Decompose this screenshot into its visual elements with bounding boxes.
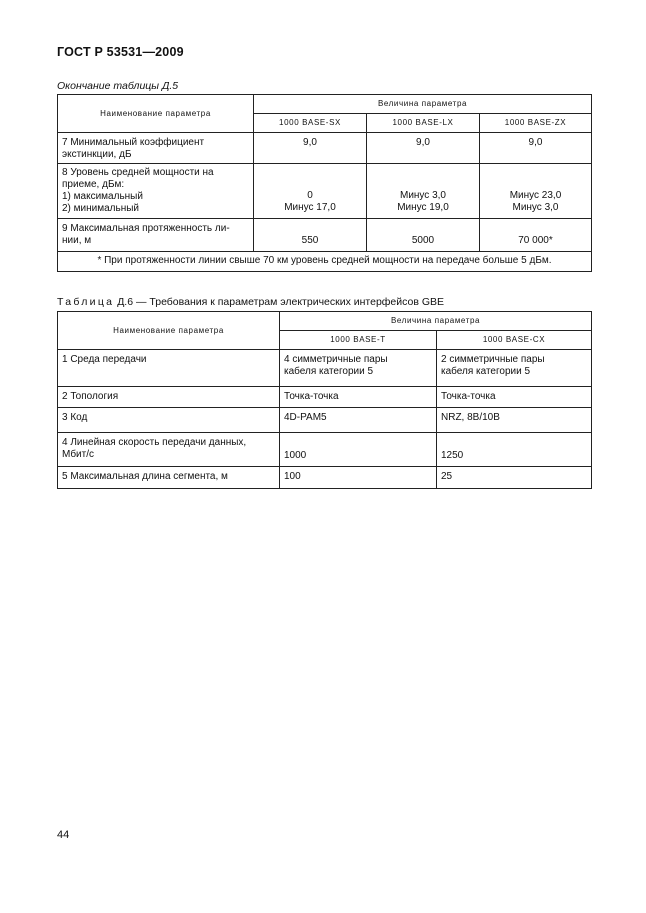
row-label: 7 Минимальный коэффициент экстинкции, дБ bbox=[58, 133, 254, 164]
row-label: 5 Максимальная длина сегмента, м bbox=[58, 467, 280, 489]
cell-value: 1000 bbox=[280, 433, 437, 467]
param-header: Наименование параметра bbox=[58, 95, 254, 133]
value-header: Величина параметра bbox=[254, 95, 592, 114]
table-row bbox=[58, 433, 592, 467]
cell-value: Минус 23,0 Минус 3,0 bbox=[480, 164, 592, 219]
cell-value: Точка-точка bbox=[437, 387, 592, 408]
table-row bbox=[58, 408, 592, 433]
cell-value: 2 симметричные пары кабеля категории 5 bbox=[437, 350, 592, 387]
cell-value: NRZ, 8B/10B bbox=[437, 408, 592, 433]
cell-value: 5000 bbox=[367, 219, 480, 252]
table-row bbox=[58, 350, 592, 387]
row-label: 2 Топология bbox=[58, 387, 280, 408]
cell-value: Точка-точка bbox=[280, 387, 437, 408]
row-label: 1 Среда передачи bbox=[58, 350, 280, 387]
cell-value: 4D-PAM5 bbox=[280, 408, 437, 433]
row-label: 9 Максимальная протяженность ли- нии, м bbox=[58, 219, 254, 252]
table6-caption: Таблица Д.6 — Требования к параметрам электрических интерфейсов GBE bbox=[57, 296, 445, 308]
cell-value: 9,0 bbox=[254, 133, 367, 164]
table-row bbox=[58, 467, 592, 489]
cell-value: 9,0 bbox=[367, 133, 480, 164]
cell-value: 9,0 bbox=[480, 133, 592, 164]
cell-value: 1250 bbox=[437, 433, 592, 467]
table-row bbox=[58, 133, 592, 164]
table-row bbox=[58, 164, 592, 219]
cell-value: Минус 3,0 Минус 19,0 bbox=[367, 164, 480, 219]
column-header: 1000 BASE-SX bbox=[254, 114, 367, 133]
row-label: 3 Код bbox=[58, 408, 280, 433]
table-d6 bbox=[57, 311, 592, 489]
column-header: 1000 BASE-ZX bbox=[480, 114, 592, 133]
table-d5 bbox=[57, 94, 592, 272]
document-code: ГОСТ Р 53531—2009 bbox=[57, 45, 184, 59]
row-label: 4 Линейная скорость передачи данных, Мбит/с bbox=[58, 433, 280, 467]
table5-caption: Окончание таблицы Д.5 bbox=[57, 80, 179, 92]
column-header: 1000 BASE-T bbox=[280, 331, 437, 350]
column-header: 1000 BASE-CX bbox=[437, 331, 592, 350]
table-row bbox=[58, 387, 592, 408]
cell-value: 70 000* bbox=[480, 219, 592, 252]
value-header: Величина параметра bbox=[280, 312, 592, 331]
table-footnote: * При протяженности линии свыше 70 км уровень средней мощности на передаче больше 5 дБм. bbox=[58, 252, 592, 272]
column-header: 1000 BASE-LX bbox=[367, 114, 480, 133]
param-header: Наименование параметра bbox=[58, 312, 280, 350]
cell-value: 0 Минус 17,0 bbox=[254, 164, 367, 219]
table-row bbox=[58, 219, 592, 252]
cell-value: 100 bbox=[280, 467, 437, 489]
cell-value: 25 bbox=[437, 467, 592, 489]
cell-value: 4 симметричные пары кабеля категории 5 bbox=[280, 350, 437, 387]
cell-value: 550 bbox=[254, 219, 367, 252]
page-number: 44 bbox=[57, 829, 70, 841]
row-label: 8 Уровень средней мощности на приеме, дБм: 1) максимальный 2) минимальный bbox=[58, 164, 254, 219]
